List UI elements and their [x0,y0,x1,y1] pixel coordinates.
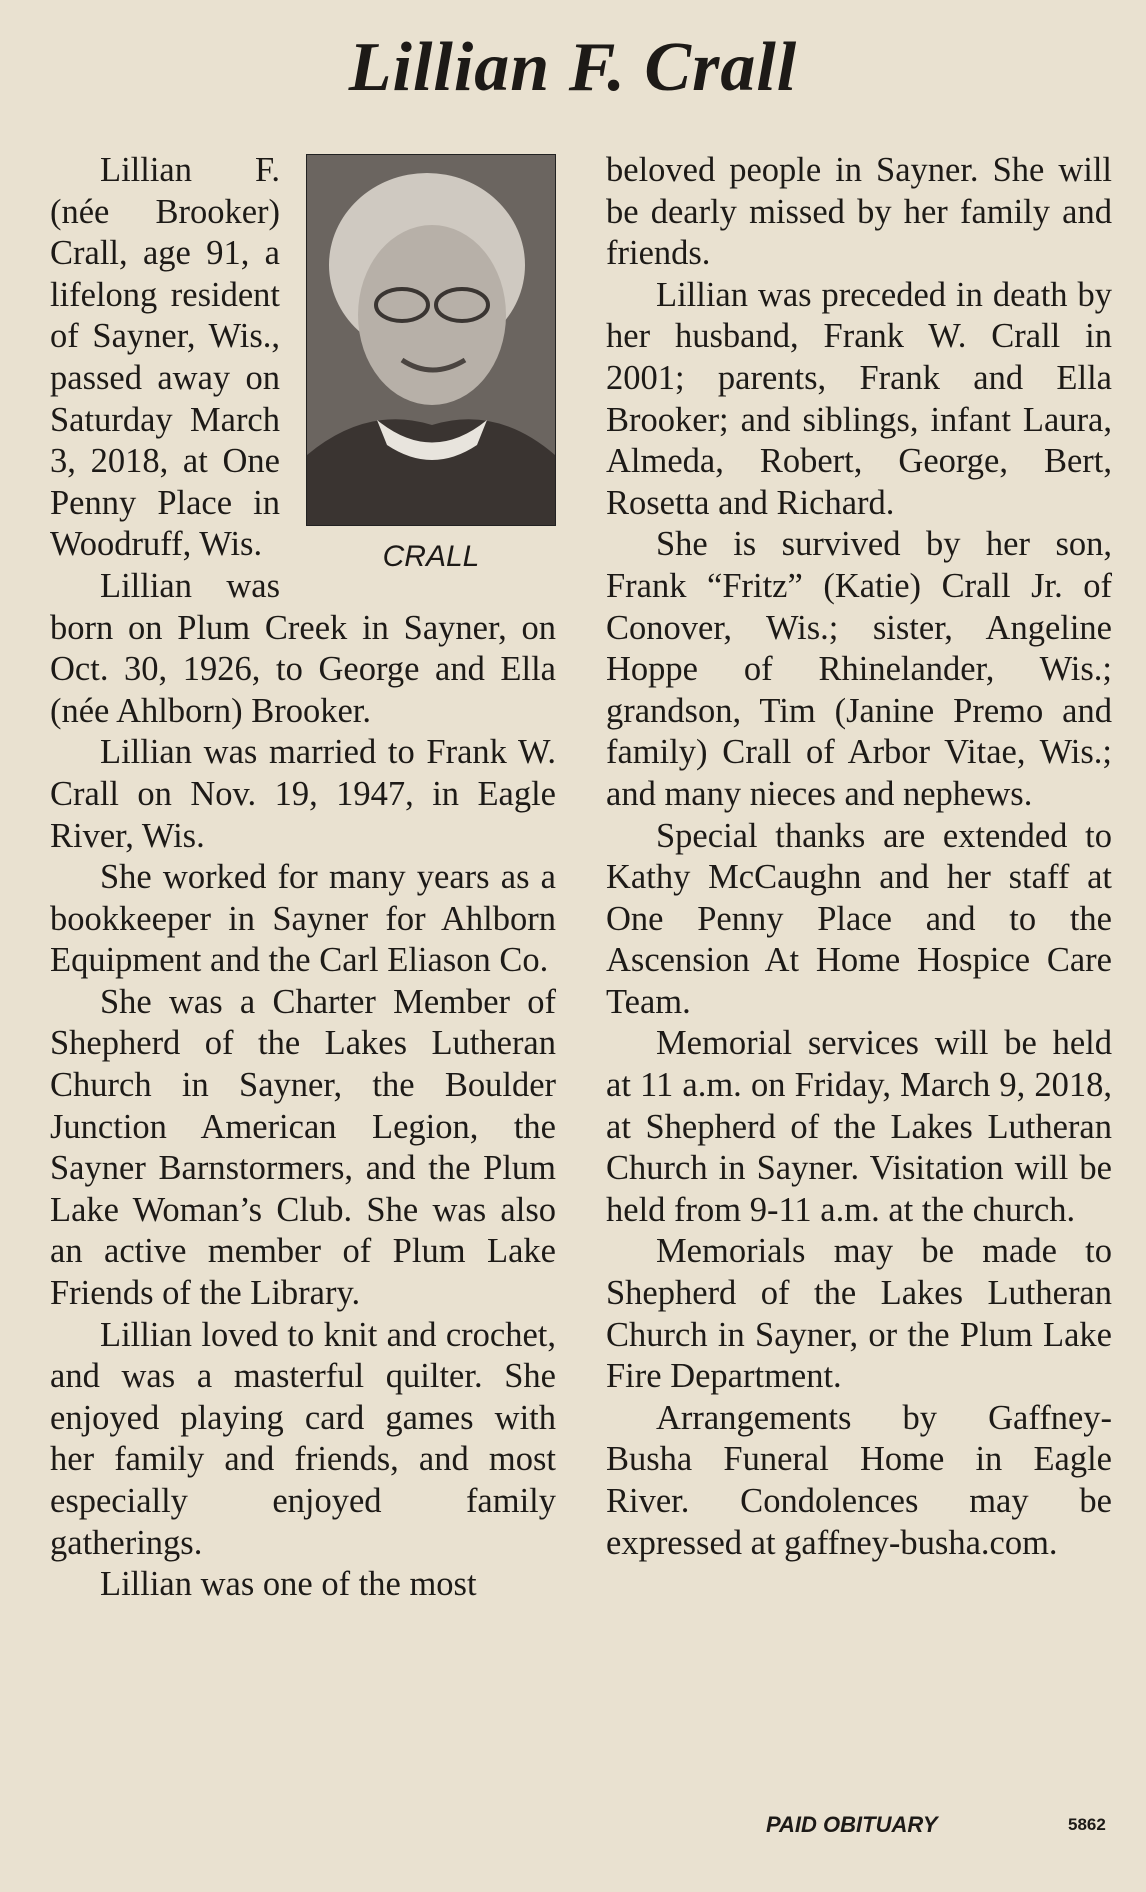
obituary-title: Lillian F. Crall [348,29,798,106]
paragraph: Lillian was born on Plum Creek in Sayner, on Oct. 30, 1926, to George and Ella (née Ahlborn) Brooker. [50,566,556,730]
paragraph: Arrangements by Gaffney-Busha Funeral Home in Eagle River. Condolences may be expressed at gaffney-busha.com. [606,1398,1112,1562]
paragraph: She was a Charter Member of Shepherd of the Lakes Lutheran Church in Sayner, the Boulder Junction American Legion, the Sayner Barnstormers, and the Plum Lake Woman’s Club. She was also an active member of Plum Lake Friends of the Library. [50,982,556,1313]
paragraph: Special thanks are extended to Kathy McCaughn and her staff at One Penny Place and to the Ascension At Home Hospice Care Team. [606,816,1112,1021]
photo-caption: CRALL [382,540,480,573]
ad-code: 5862 [1068,1815,1106,1834]
paragraph: Memorial services will be held at 11 a.m. on Friday, March 9, 2018, at Shepherd of the Lakes Lutheran Church in Sayner. Visitation will be held from 9-11 a.m. at the church. [606,1024,1112,1229]
portrait-photo [306,154,556,526]
paragraph: Lillian F. (née Brooker) Crall, age 91, a lifelong resident of Sayner, Wis., passed away on Saturday March 3, 2018, at One Penny Place in Woodruff, Wis. [50,151,280,564]
paragraph: Lillian loved to knit and crochet, and was a masterful quilter. She enjoyed playing card games with her family and friends, and most especially enjoyed family gatherings. [50,1315,556,1562]
paragraph: Lillian was preceded in death by her husband, Frank W. Crall in 2001; parents, Frank and Ella Brooker; and siblings, infant Laura, Almeda, Robert, George, Bert, Rosetta and Richard. [606,275,1112,522]
paragraph: She is survived by her son, Frank “Fritz” (Katie) Crall Jr. of Conover, Wis.; sister, Angeline Hoppe of Rhinelander, Wis.; grandson, Tim (Janine Premo and family) Crall of Arbor Vitae, Wis.; and many nieces and nephews. [606,525,1112,813]
portrait-figure [306,154,556,574]
paragraph: beloved people in Sayner. She will be dearly missed by her family and friends. [606,151,1112,273]
paragraph: Lillian was one of the most [100,1565,477,1604]
paragraph: Memorials may be made to Shepherd of the Lakes Lutheran Church in Sayner, or the Plum Lake Fire Department. [606,1232,1112,1396]
paragraph: Lillian was married to Frank W. Crall on Nov. 19, 1947, in Eagle River, Wis. [50,733,556,855]
left-column [50,150,556,1606]
paragraph: She worked for many years as a bookkeeper in Sayner for Ahlborn Equipment and the Carl Eliason Co. [50,858,556,980]
paid-obituary-label: PAID OBITUARY [766,1812,938,1837]
right-column [606,150,1112,1564]
